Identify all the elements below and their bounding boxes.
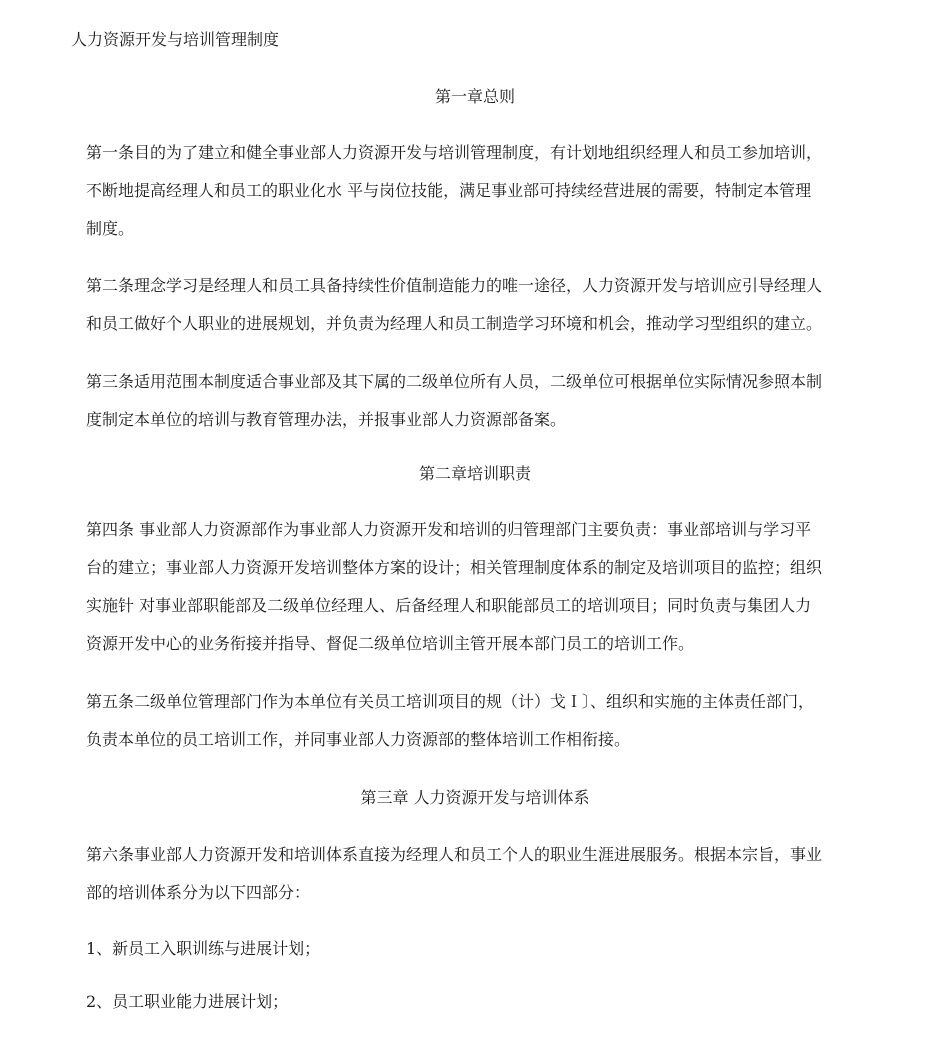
list-item-2-text: 2、员工职业能力进展计划； xyxy=(86,992,289,1011)
article-3-line: 度制定本单位的培训与教育管理办法，并报事业部人力资源部备案。 xyxy=(86,410,567,429)
article-5-line: 负责本单位的员工培训工作，并同事业部人力资源部的整体培训工作相衔接。 xyxy=(86,730,631,749)
article-1-line: 制度。 xyxy=(86,219,135,238)
article-2 xyxy=(86,267,886,343)
article-6-line: 部的培训体系分为以下四部分： xyxy=(86,883,311,902)
article-6 xyxy=(86,836,886,912)
article-4-line: 第四条 事业部人力资源部作为事业部人力资源开发和培训的归管理部门主要负责：事业部培训与学习平 xyxy=(86,520,812,539)
article-5 xyxy=(86,683,886,759)
article-2-line: 和员工做好个人职业的进展规划，并负责为经理人和员工制造学习环境和机会，推动学习型组织的建立。 xyxy=(86,314,823,333)
document-title: 人力资源开发与培训管理制度 xyxy=(71,30,280,49)
article-1-line: 第一条目的为了建立和健全事业部人力资源开发与培训管理制度，有计划地组织经理人和员工参加培训， xyxy=(86,143,823,162)
article-4-line: 资源开发中心的业务衔接并指导、督促二级单位培训主管开展本部门员工的培训工作。 xyxy=(86,634,695,653)
chapter-3-heading: 第三章 人力资源开发与培训体系 xyxy=(360,788,590,807)
article-3-line: 第三条适用范围本制度适合事业部及其下属的二级单位所有人员，二级单位可根据单位实际情况参照本制 xyxy=(86,372,823,391)
chapter-2-heading: 第二章培训职责 xyxy=(418,464,531,483)
article-4-line: 实施针 对事业部职能部及二级单位经理人、后备经理人和职能部员工的培训项目；同时负责与集团人力 xyxy=(86,596,812,615)
list-item-2 xyxy=(86,983,886,1021)
article-6-line: 第六条事业部人力资源开发和培训体系直接为经理人和员工个人的职业生涯进展服务。根据本宗旨，事业 xyxy=(86,845,823,864)
article-1-line: 不断地提高经理人和员工的职业化水 平与岗位技能，满足事业部可持续经营进展的需要，特制定本管理 xyxy=(86,181,812,200)
article-2-line: 第二条理念学习是经理人和员工具备持续性价值制造能力的唯一途径，人力资源开发与培训应引导经理人 xyxy=(86,276,823,295)
article-4 xyxy=(86,511,886,663)
article-4-line: 台的建立；事业部人力资源开发培训整体方案的设计；相关管理制度体系的制定及培训项目的监控；组织 xyxy=(86,558,823,577)
article-1 xyxy=(86,134,886,248)
list-item-1 xyxy=(86,930,886,968)
article-3 xyxy=(86,363,886,439)
list-item-1-text: 1、新员工入职训练与进展计划； xyxy=(86,939,321,958)
article-5-line: 第五条二级单位管理部门作为本单位有关员工培训项目的规（计）戈Ｉ〕、组织和实施的主体责任部门， xyxy=(86,692,815,711)
chapter-1-heading: 第一章总则 xyxy=(434,87,515,106)
